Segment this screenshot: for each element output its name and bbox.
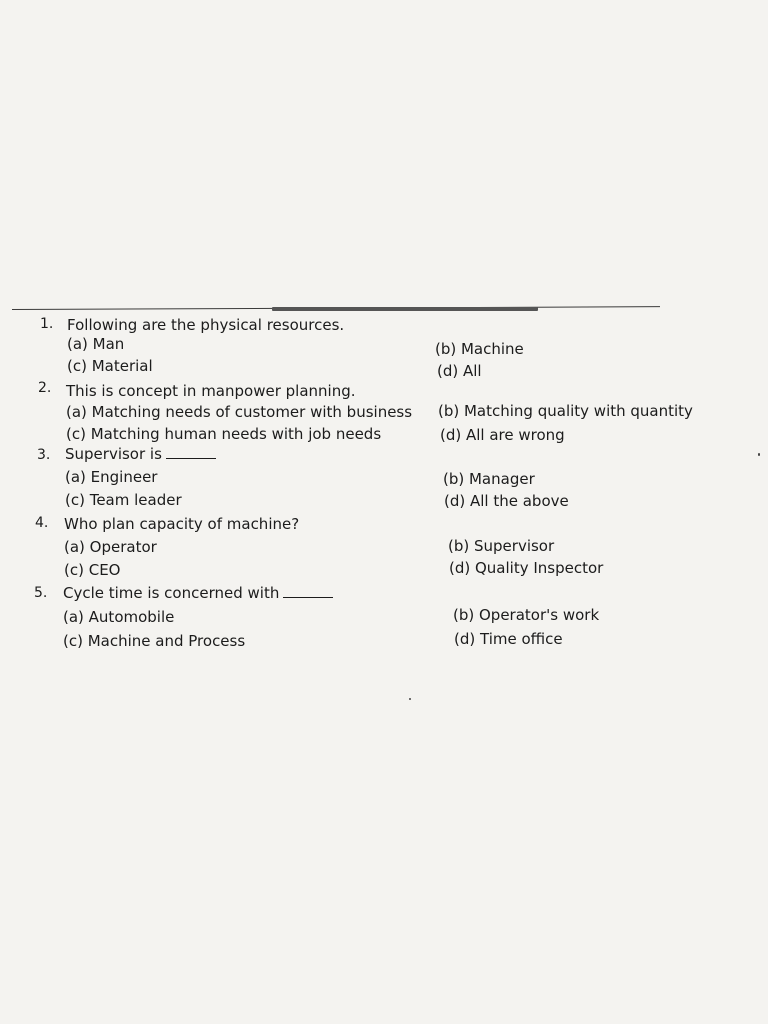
question-2-number: 2.	[38, 380, 52, 396]
question-1-number: 1.	[40, 316, 54, 332]
question-4-option-c: (c) CEO	[64, 561, 121, 579]
question-5-option-b: (b) Operator's work	[453, 606, 600, 624]
question-1-option-a: (a) Man	[67, 335, 125, 353]
scan-speck	[758, 453, 760, 456]
question-5-number: 5.	[34, 585, 48, 601]
question-3-option-c: (c) Team leader	[65, 491, 182, 509]
question-4-option-d: (d) Quality Inspector	[449, 559, 604, 577]
question-2-option-d: (d) All are wrong	[440, 426, 565, 444]
question-4-number: 4.	[35, 515, 49, 531]
question-3-option-b: (b) Manager	[443, 470, 535, 488]
question-5-option-d: (d) Time office	[454, 630, 563, 648]
question-2-option-c: (c) Matching human needs with job needs	[66, 425, 382, 443]
question-1-text: Following are the physical resources.	[67, 316, 345, 334]
question-4-text: Who plan capacity of machine?	[64, 515, 300, 533]
question-1-option-b: (b) Machine	[435, 340, 524, 358]
question-2-option-a: (a) Matching needs of customer with business	[66, 403, 413, 421]
question-3-number: 3.	[37, 447, 51, 463]
top-rule-bar	[272, 307, 538, 311]
question-3-text: Supervisor is	[65, 445, 162, 463]
question-4-option-b: (b) Supervisor	[448, 537, 555, 555]
question-5-text: Cycle time is concerned with	[63, 584, 280, 602]
question-3-option-d: (d) All the above	[444, 492, 569, 510]
question-1-option-c: (c) Material	[67, 357, 153, 375]
question-5-option-a: (a) Automobile	[63, 608, 175, 626]
question-3-line	[65, 445, 216, 463]
question-4-option-a: (a) Operator	[64, 538, 157, 556]
question-2-option-b: (b) Matching quality with quantity	[438, 402, 693, 420]
question-5-line	[63, 584, 333, 602]
question-5-answer-blank	[283, 596, 333, 598]
question-3-option-a: (a) Engineer	[65, 468, 158, 486]
question-1-option-d: (d) All	[437, 362, 482, 380]
scan-speck	[409, 698, 411, 700]
question-5-option-c: (c) Machine and Process	[63, 632, 246, 650]
question-2-text: This is concept in manpower planning.	[66, 382, 356, 400]
question-3-answer-blank	[166, 457, 216, 459]
